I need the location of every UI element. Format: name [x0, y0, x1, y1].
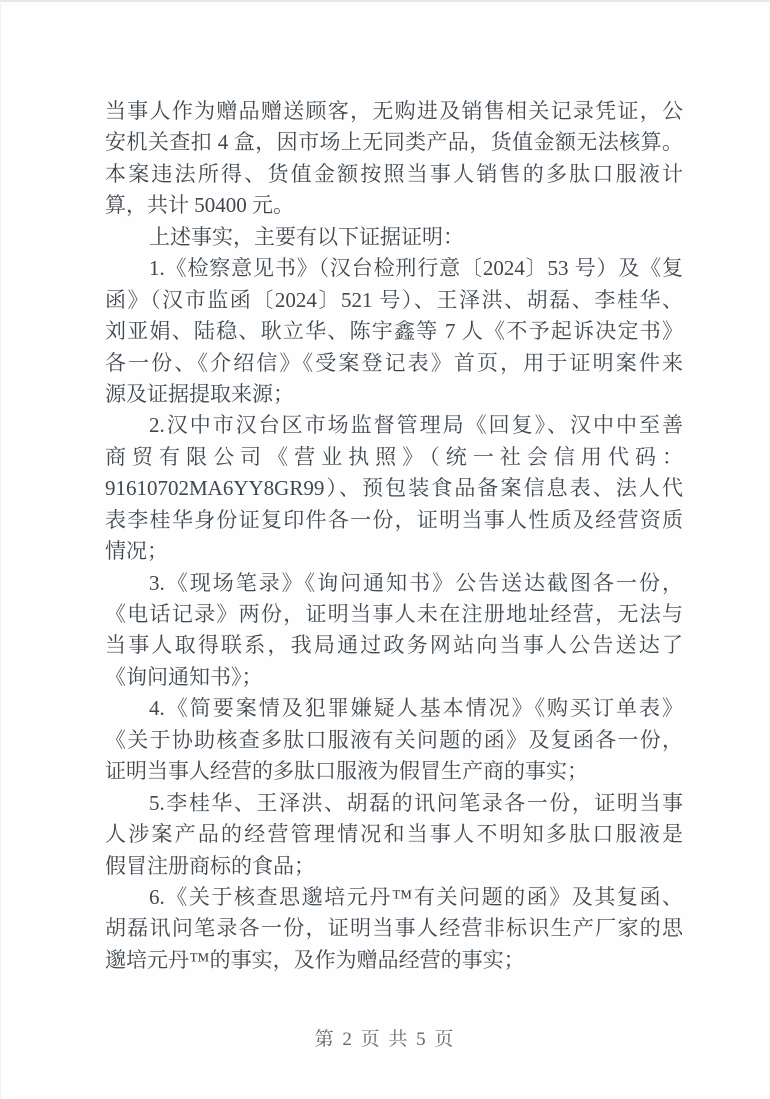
text-line: 函》（汉市监函〔2024〕521 号）、王泽洪、胡磊、李桂华、: [105, 287, 683, 312]
text-line: 5.李桂华、王泽洪、胡磊的讯问笔录各一份，证明当事: [149, 790, 683, 815]
text-line: 2.汉中市汉台区市场监督管理局《回复》、汉中中至善: [149, 413, 683, 438]
text-line: 假冒注册商标的食品；: [105, 853, 315, 878]
text-line: 《电话记录》两份，证明当事人未在注册地址经营，无法与: [105, 602, 683, 626]
text-line: 《询问通知书》；: [105, 664, 263, 689]
text-line: 当事人作为赠品赠送顾客，无购进及销售相关记录凭证，公: [105, 99, 683, 123]
text-line: 3.《现场笔录》《询问通知书》公告送达截图各一份，: [149, 570, 683, 595]
text-line: 6.《关于核查思邈培元丹™有关问题的函》及其复函、: [149, 884, 683, 909]
text-line: 各一份、《介绍信》《受案登记表》首页，用于证明案件来: [105, 350, 683, 375]
text-line: 1.《检察意见书》（汉台检刑行意〔2024〕53 号）及《复: [149, 256, 683, 281]
text-line: 安机关查扣 4 盒，因市场上无同类产品，货值金额无法核算。: [105, 130, 683, 155]
text-line: 表李桂华身份证复印件各一份，证明当事人性质及经营资质: [105, 507, 683, 532]
text-line: 源及证据提取来源；: [105, 381, 294, 406]
text-line: 91610702MA6YY8GR99）、预包装食品备案信息表、法人代: [105, 476, 683, 501]
text-line: 证明当事人经营的多肽口服液为假冒生产商的事实；: [105, 759, 588, 784]
text-line: 邈培元丹™的事实，及作为赠品经营的事实；: [105, 947, 525, 972]
text-line: 算，共计 50400 元。: [105, 193, 294, 218]
text-line: 情况；: [105, 539, 168, 564]
text-line: 商贸有限公司《营业执照》（统一社会信用代码：: [105, 444, 683, 469]
text-line: 胡磊讯问笔录各一份，证明当事人经营非标识生产厂家的思: [105, 916, 683, 941]
body-text: [105, 96, 683, 976]
text-line: 4.《简要案情及犯罪嫌疑人基本情况》《购买订单表》: [149, 696, 683, 721]
text-line: 人涉案产品的经营管理情况和当事人不明知多肽口服液是: [105, 822, 683, 847]
page-number: 第 2 页 共 5 页: [314, 1029, 456, 1050]
text-line: 当事人取得联系，我局通过政务网站向当事人公告送达了: [105, 633, 683, 658]
text-line: 刘亚娟、陆稳、耿立华、陈宇鑫等 7 人《不予起诉决定书》: [105, 319, 683, 344]
text-line: 《关于协助核查多肽口服液有关问题的函》及复函各一份，: [105, 727, 683, 752]
text-line: 上述事实，主要有以下证据证明：: [149, 224, 464, 249]
text-line: 本案违法所得、货值金额按照当事人销售的多肽口服液计: [105, 161, 683, 186]
